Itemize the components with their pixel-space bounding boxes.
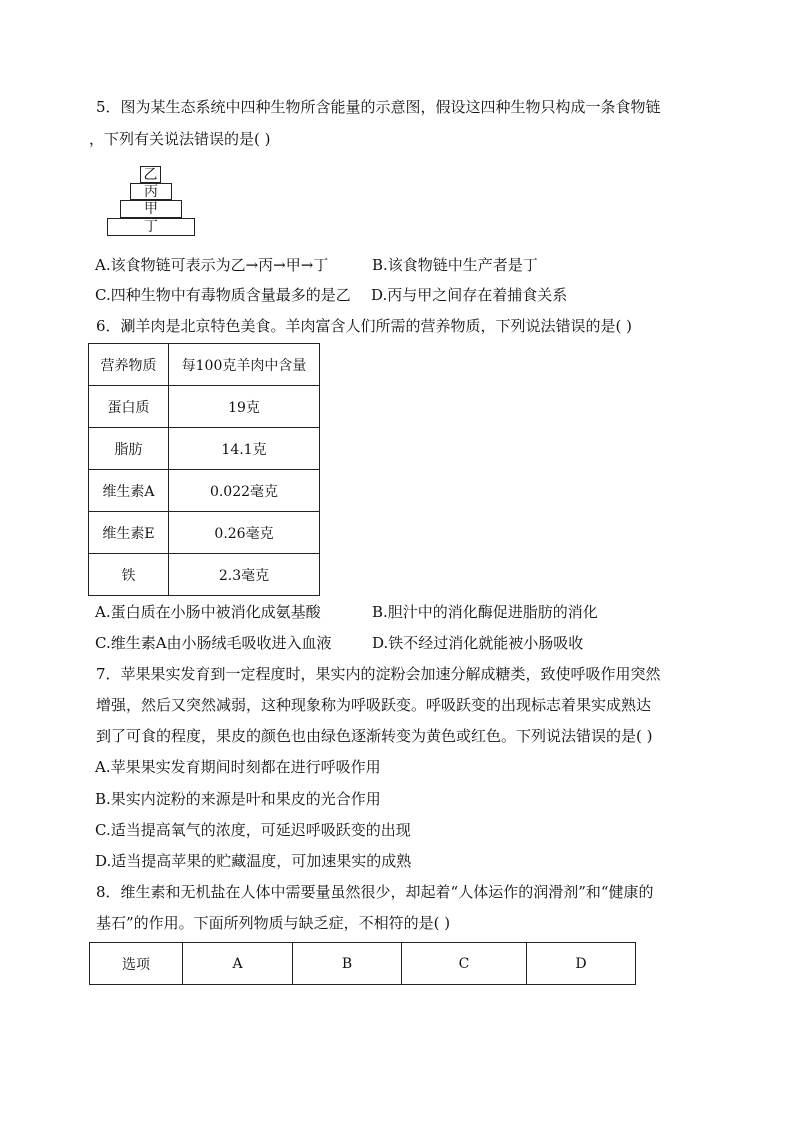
table-header-row [89,344,320,386]
q7-stem-line3: 到了可食的程度，果皮的颜色也由绿色逐渐转变为黄色或红色。下列说法错误的是( ) [96,727,653,745]
table-cell: 蛋白质 [89,386,169,428]
q7-stem-line1: 7．苹果果实发育到一定程度时，果实内的淀粉会加速分解成糖类，致使呼吸作用突然 [96,665,661,683]
table-row [89,428,320,470]
table-row [89,512,320,554]
table-header: C [402,943,527,985]
table-cell: 铁 [89,554,169,596]
q5-option-c: C.四种生物中有毒物质含量最多的是乙 [95,286,351,304]
table-header: A [183,943,293,985]
table-header: 营养物质 [89,344,169,386]
q5-option-b: B.该食物链中生产者是丁 [372,256,538,274]
q7-option-d: D.适当提高苹果的贮藏温度，可加速果实的成熟 [95,852,412,870]
q6-option-c: C.维生素A由小肠绒毛吸收进入血液 [95,634,332,652]
pyramid-level-base: 丁 [107,218,195,236]
q5-option-a: A.该食物链可表示为乙→丙→甲→丁 [95,256,329,274]
table-cell: 维生素A [89,470,169,512]
pyramid-level-top: 乙 [140,166,161,183]
q5-stem-line2: ，下列有关说法错误的是( ) [89,130,271,148]
table-cell: 2.3毫克 [169,554,320,596]
table-cell: 0.26毫克 [169,512,320,554]
table-header: 选项 [90,943,183,985]
q8-stem-line1: 8．维生素和无机盐在人体中需要量虽然很少，却起着“人体运作的润滑剂”和“健康的 [96,883,654,901]
table-row [89,470,320,512]
q6-option-a: A.蛋白质在小肠中被消化成氨基酸 [95,603,321,621]
q5-stem-line1: 5．图为某生态系统中四种生物所含能量的示意图，假设这四种生物只构成一条食物链 [96,98,661,116]
table-header: 每100克羊肉中含量 [169,344,320,386]
table-cell: 14.1克 [169,428,320,470]
q8-stem-line2: 基石”的作用。下面所列物质与缺乏症，不相符的是( ) [96,914,451,932]
table-row [89,386,320,428]
table-cell: 19克 [169,386,320,428]
q7-option-b: B.果实内淀粉的来源是叶和果皮的光合作用 [95,790,381,808]
q6-option-b: B.胆汁中的消化酶促进脂肪的消化 [372,603,598,621]
q6-option-d: D.铁不经过消化就能被小肠吸收 [372,634,584,652]
table-cell: 维生素E [89,512,169,554]
table-row [89,554,320,596]
q8-options-table [89,942,636,985]
pyramid-level-2: 丙 [130,183,172,200]
table-header: B [293,943,402,985]
q7-stem-line2: 增强，然后又突然减弱，这种现象称为呼吸跃变。呼吸跃变的出现标志着果实成熟达 [96,696,652,714]
q7-option-a: A.苹果果实发育期间时刻都在进行呼吸作用 [95,758,381,776]
q7-option-c: C.适当提高氧气的浓度，可延迟呼吸跃变的出现 [95,821,411,839]
q5-option-d: D.丙与甲之间存在着捕食关系 [371,286,568,304]
nutrition-table [88,343,320,596]
q6-stem: 6．涮羊肉是北京特色美食。羊肉富含人们所需的营养物质，下列说法错误的是( ) [96,317,633,335]
table-header-row [90,943,636,985]
table-cell: 0.022毫克 [169,470,320,512]
pyramid-level-3: 甲 [120,200,182,218]
table-cell: 脂肪 [89,428,169,470]
table-header: D [527,943,636,985]
